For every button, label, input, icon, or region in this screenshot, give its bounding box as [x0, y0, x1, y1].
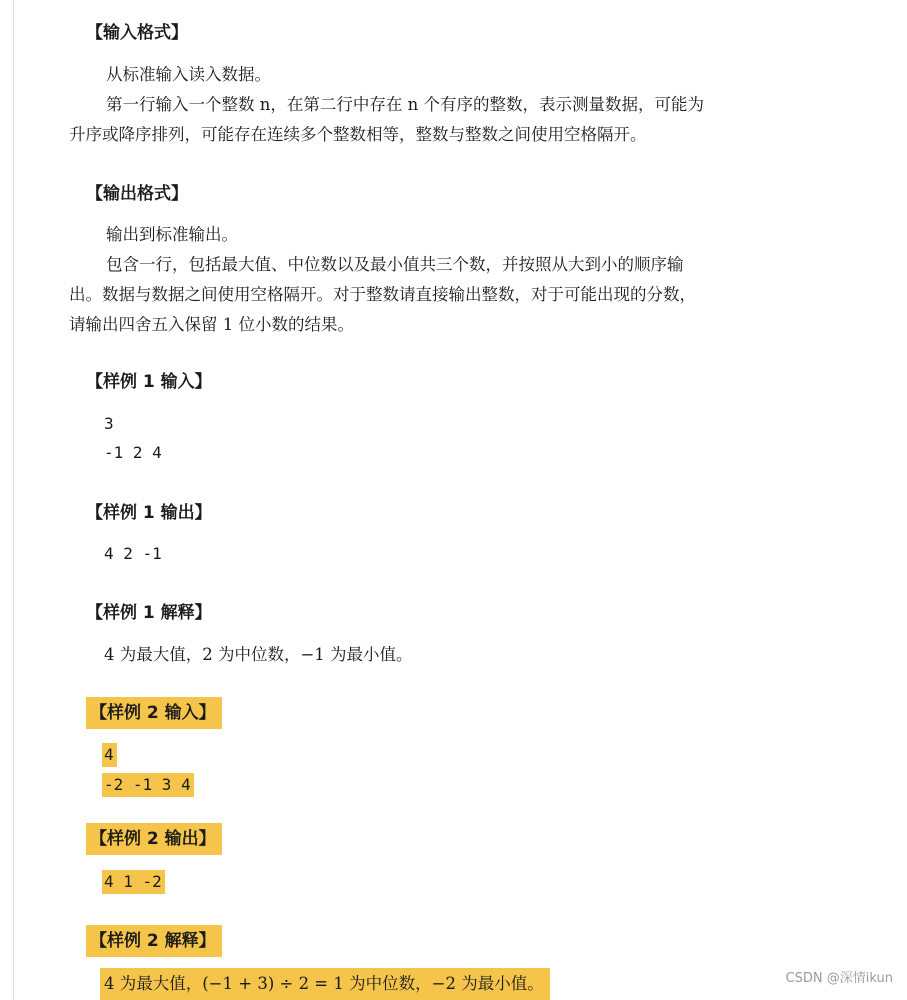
sample1-output-heading: 【样例 1 输出】 [86, 503, 212, 523]
sample2-output-heading: 【样例 2 输出】 [86, 823, 222, 855]
left-border [13, 0, 14, 1000]
sample1-input-line-1: 3 [104, 414, 114, 433]
output-format-line-2: 包含一行，包括最大值、中位数以及最小值共三个数，并按照从大到小的顺序输 [106, 255, 684, 274]
input-format-heading: 【输入格式】 [86, 23, 188, 43]
sample2-explain-text: 4 为最大值，(−1 + 3) ÷ 2 = 1 为中位数，−2 为最小值。 [100, 968, 550, 1000]
csdn-watermark: CSDN @深情ikun [785, 971, 893, 986]
input-format-line-2: 第一行输入一个整数 n，在第二行中存在 n 个有序的整数，表示测量数据，可能为 [106, 95, 704, 114]
sample1-output-line: 4 2 -1 [104, 544, 162, 563]
sample1-input-line-2: -1 2 4 [104, 443, 162, 462]
sample2-input-line-2: -2 -1 3 4 [102, 773, 194, 797]
sample1-explain-heading: 【样例 1 解释】 [86, 603, 212, 623]
input-format-line-3: 升序或降序排列，可能存在连续多个整数相等，整数与整数之间使用空格隔开。 [69, 125, 647, 144]
sample2-input-line-1: 4 [102, 743, 117, 767]
sample2-explain-heading: 【样例 2 解释】 [86, 925, 222, 957]
sample2-output-line: 4 1 -2 [102, 870, 165, 894]
sample1-explain-text: 4 为最大值，2 为中位数，−1 为最小值。 [104, 645, 413, 664]
output-format-line-3: 出。数据与数据之间使用空格隔开。对于整数请直接输出整数，对于可能出现的分数， [69, 285, 696, 304]
sample1-input-heading: 【样例 1 输入】 [86, 372, 212, 392]
output-format-line-4: 请输出四舍五入保留 1 位小数的结果。 [69, 315, 354, 334]
output-format-heading: 【输出格式】 [86, 184, 188, 204]
output-format-line-1: 输出到标准输出。 [106, 225, 238, 244]
input-format-line-1: 从标准输入读入数据。 [106, 65, 271, 84]
sample2-input-heading: 【样例 2 输入】 [86, 697, 222, 729]
